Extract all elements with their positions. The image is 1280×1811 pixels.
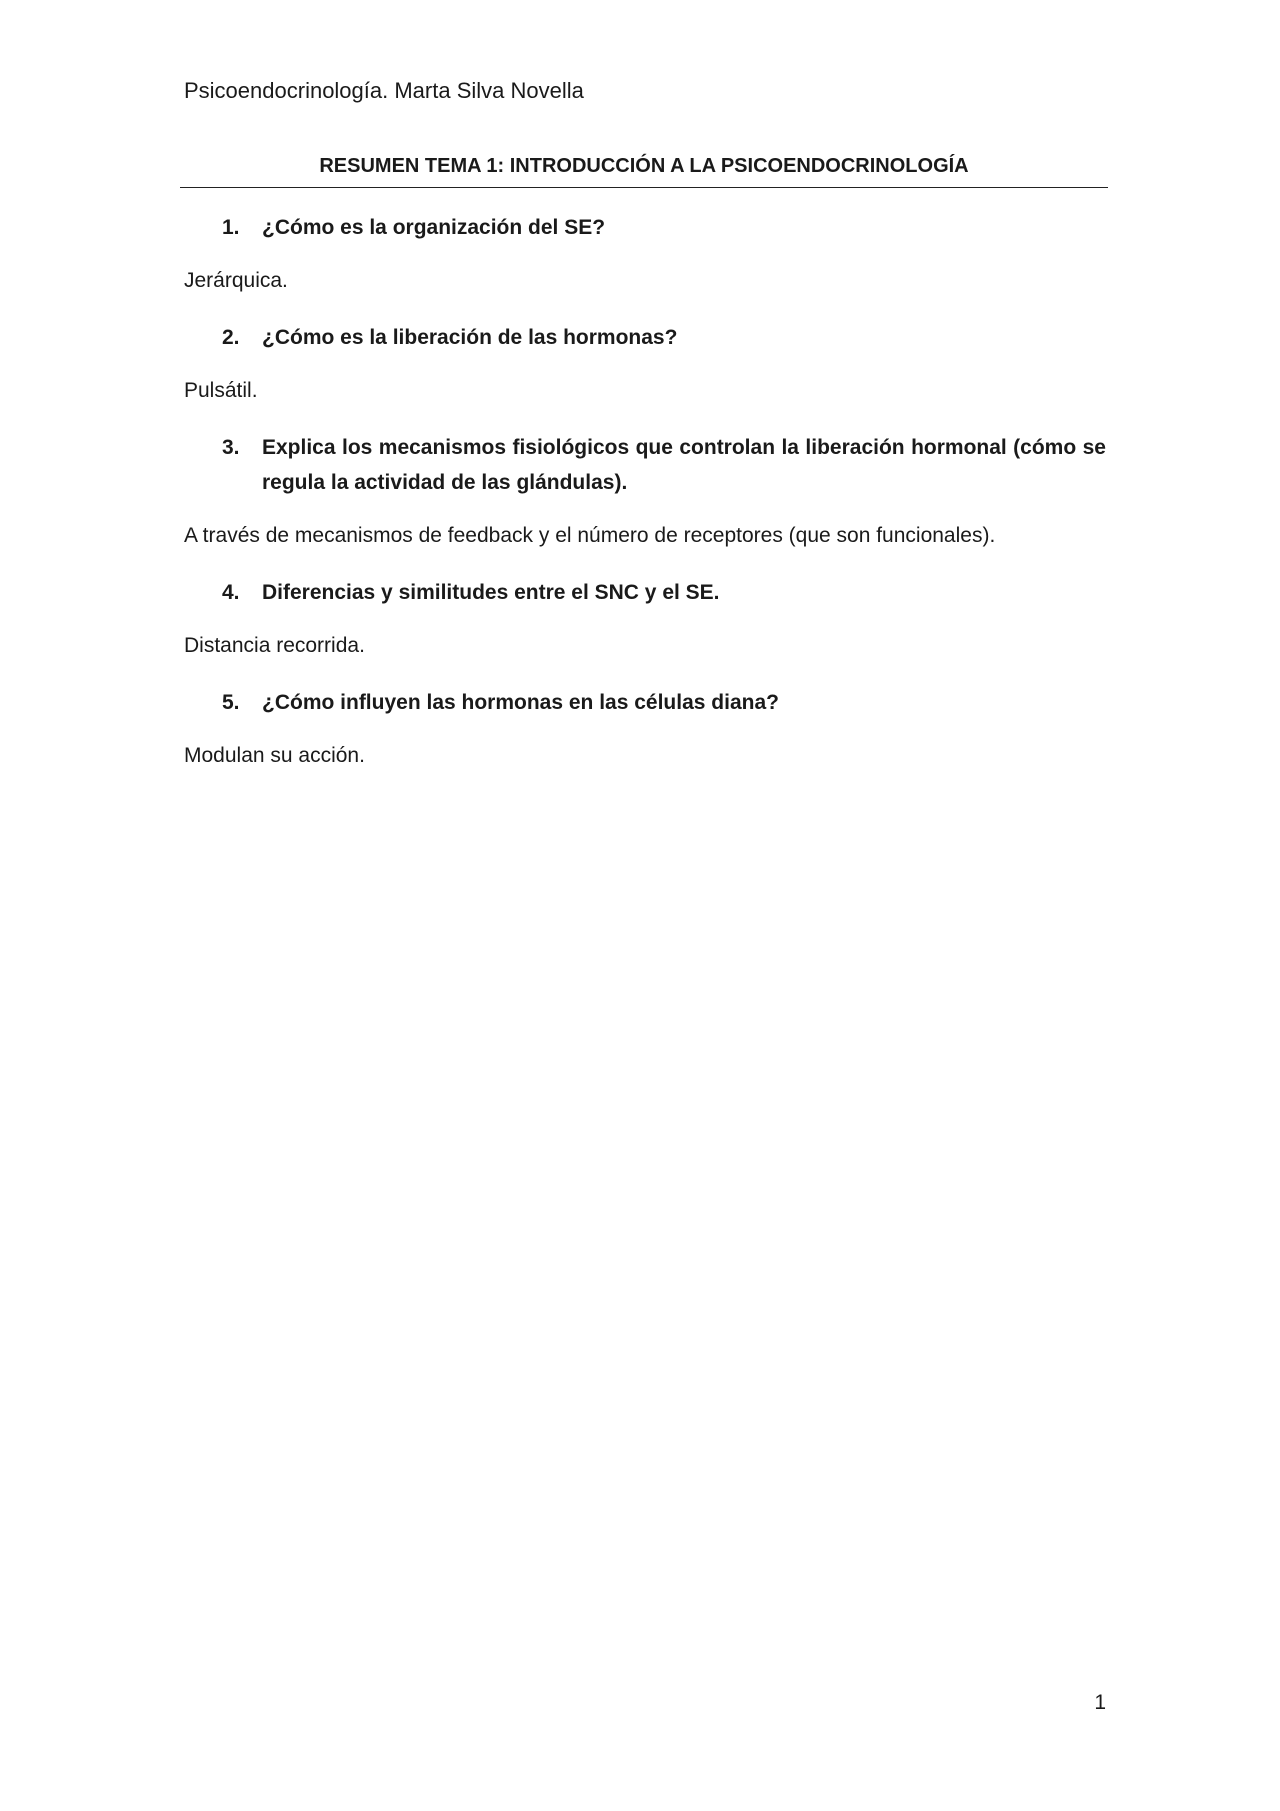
question-text: ¿Cómo es la organización del SE? [262, 216, 606, 239]
title-underline [180, 187, 1108, 188]
question-number: 2. [222, 326, 240, 349]
question-2 [222, 320, 1106, 355]
answer-5: Modulan su acción. [184, 744, 365, 767]
question-text: ¿Cómo influyen las hormonas en las células diana? [262, 691, 779, 714]
question-number: 1. [222, 216, 240, 239]
question-1 [222, 210, 1106, 245]
document-title: RESUMEN TEMA 1: INTRODUCCIÓN A LA PSICOENDOCRINOLOGÍA [319, 155, 969, 177]
question-text: ¿Cómo es la liberación de las hormonas? [262, 326, 678, 349]
question-5 [222, 685, 1106, 720]
answer-2: Pulsátil. [184, 379, 258, 402]
question-number: 5. [222, 691, 240, 714]
question-3 [222, 430, 1106, 500]
running-header: Psicoendocrinología. Marta Silva Novella [184, 78, 584, 103]
question-4 [222, 575, 1106, 610]
question-text: Explica los mecanismos fisiológicos que controlan la liberación hormonal (cómo se regula la actividad de las glándulas). [262, 436, 1106, 494]
question-number: 4. [222, 581, 240, 604]
answer-3: A través de mecanismos de feedback y el número de receptores (que son funcionales). [184, 524, 996, 547]
page-number: 1 [1094, 1691, 1106, 1714]
question-number: 3. [222, 436, 240, 459]
answer-1: Jerárquica. [184, 269, 288, 292]
question-text: Diferencias y similitudes entre el SNC y el SE. [262, 581, 720, 604]
answer-4: Distancia recorrida. [184, 634, 365, 657]
